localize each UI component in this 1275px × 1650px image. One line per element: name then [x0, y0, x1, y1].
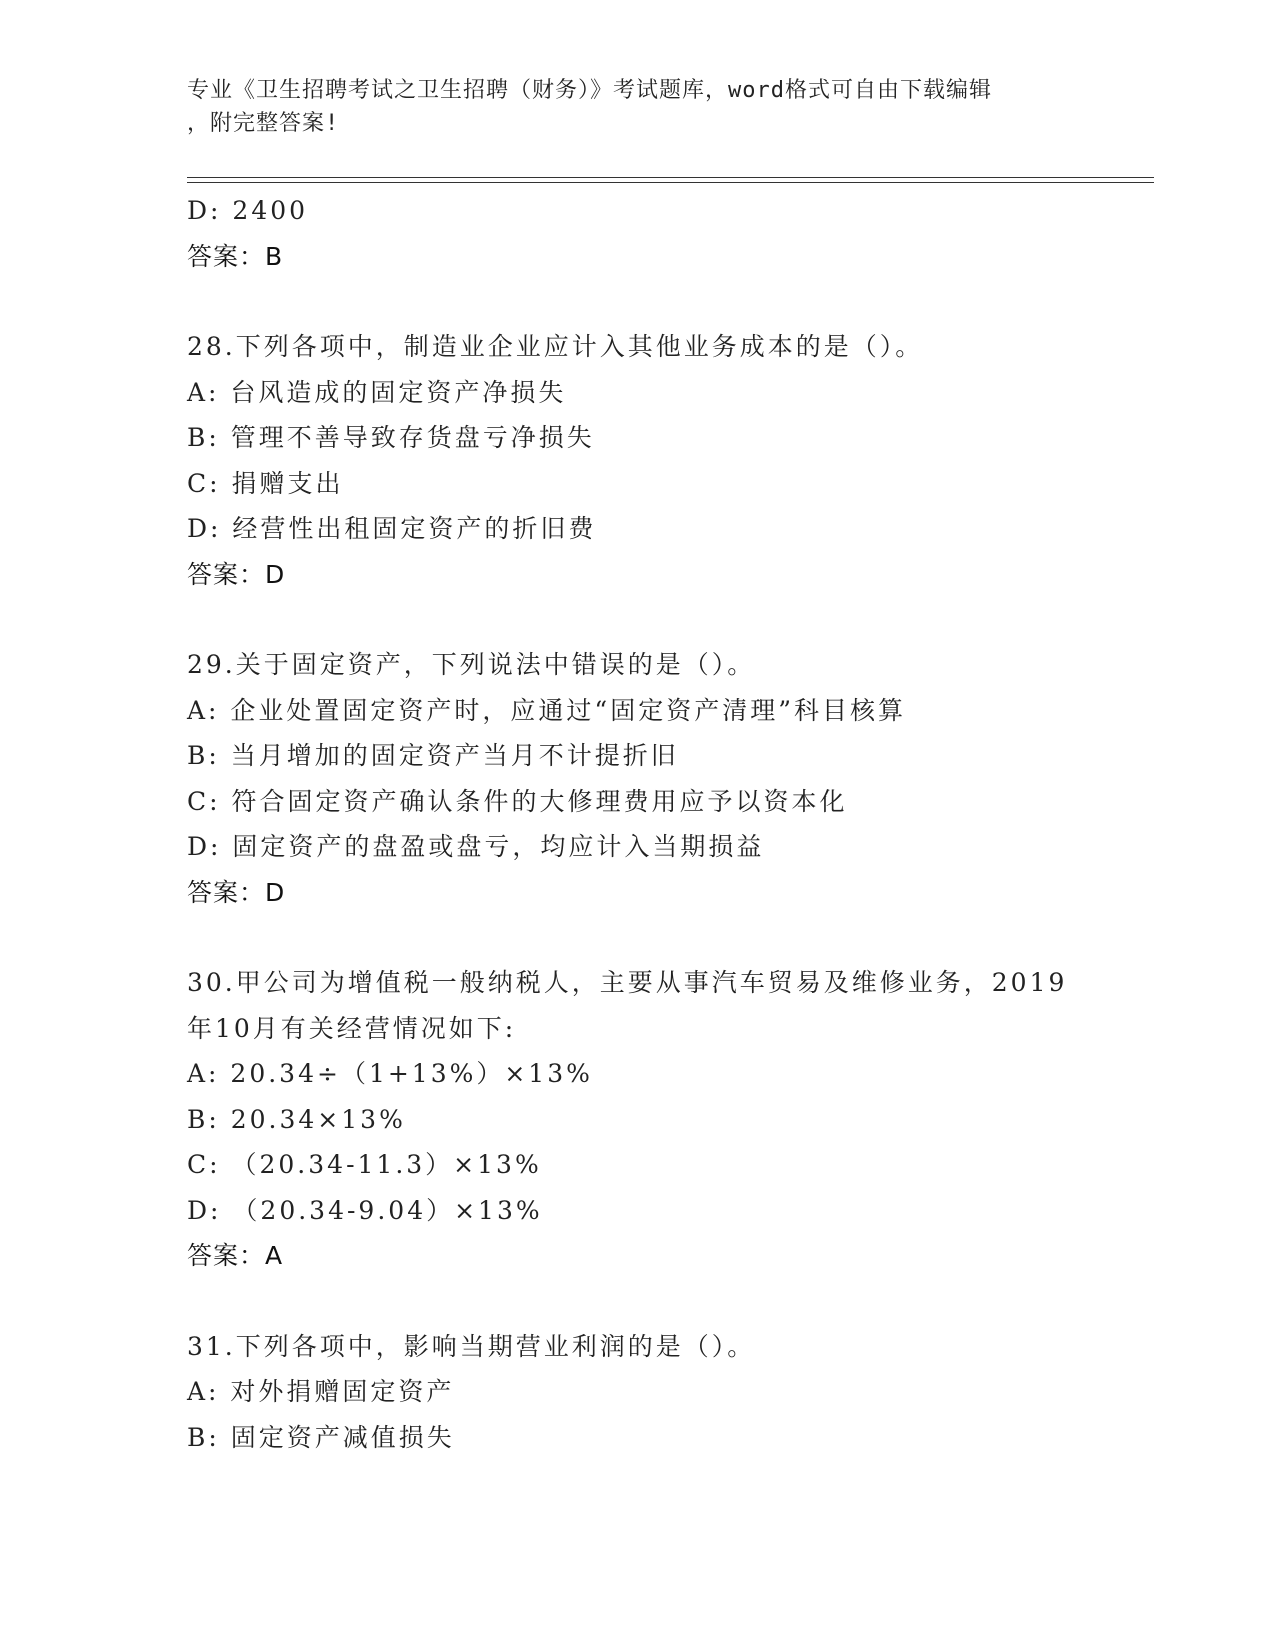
option-d: D: （20.34-9.04）×13% — [187, 1195, 543, 1225]
question-28 — [187, 324, 1147, 597]
option-d: D: 经营性出租固定资产的折旧费 — [187, 514, 597, 543]
prev-answer: 答案：B — [187, 241, 284, 271]
question-31 — [187, 1324, 1147, 1461]
option-a: A: 台风造成的固定资产净损失 — [187, 377, 567, 407]
option-a: A: 20.34÷（1+13%）×13% — [187, 1059, 593, 1088]
option-c: C: 捐赠支出 — [187, 468, 344, 498]
option-b: B: 管理不善导致存货盘亏净损失 — [187, 423, 595, 452]
spacer — [187, 597, 1147, 642]
question-stem-line-1: 30.甲公司为增值税一般纳税人，主要从事汽车贸易及维修业务，2019 — [187, 968, 1068, 997]
option-c: C: （20.34-11.3）×13% — [187, 1150, 542, 1179]
option-b: B: 当月增加的固定资产当月不计提折旧 — [187, 741, 679, 770]
spacer — [187, 1279, 1147, 1324]
option-a: A: 企业处置固定资产时，应通过“固定资产清理”科目核算 — [187, 695, 906, 725]
option-d: D: 固定资产的盘盈或盘亏，均应计入当期损益 — [187, 832, 765, 861]
option-b: B: 固定资产减值损失 — [187, 1422, 455, 1452]
question-29 — [187, 642, 1147, 915]
spacer — [187, 915, 1147, 960]
document-body — [187, 188, 1147, 1460]
option-c: C: 符合固定资产确认条件的大修理费用应予以资本化 — [187, 786, 848, 816]
header-double-rule — [187, 177, 1154, 183]
document-header — [187, 74, 1067, 140]
question-stem: 28.下列各项中，制造业企业应计入其他业务成本的是（）。 — [187, 332, 924, 361]
prev-option-d: D: 2400 — [187, 196, 309, 225]
question-stem: 31.下列各项中，影响当期营业利润的是（）。 — [187, 1331, 756, 1361]
header-line-1: 专业《卫生招聘考试之卫生招聘（财务）》考试题库，word格式可自由下载编辑 — [187, 78, 992, 103]
option-b: B: 20.34×13% — [187, 1104, 406, 1134]
header-line-2: ，附完整答案! — [187, 111, 340, 136]
question-30 — [187, 960, 1147, 1279]
question-stem-line-2: 年10月有关经营情况如下: — [187, 1013, 517, 1043]
question-answer: 答案：D — [187, 877, 286, 907]
question-stem: 29.关于固定资产，下列说法中错误的是（）。 — [187, 650, 756, 679]
spacer — [187, 279, 1147, 324]
option-a: A: 对外捐赠固定资产 — [187, 1377, 455, 1406]
question-answer: 答案：D — [187, 559, 286, 589]
question-answer: 答案：A — [187, 1241, 284, 1270]
